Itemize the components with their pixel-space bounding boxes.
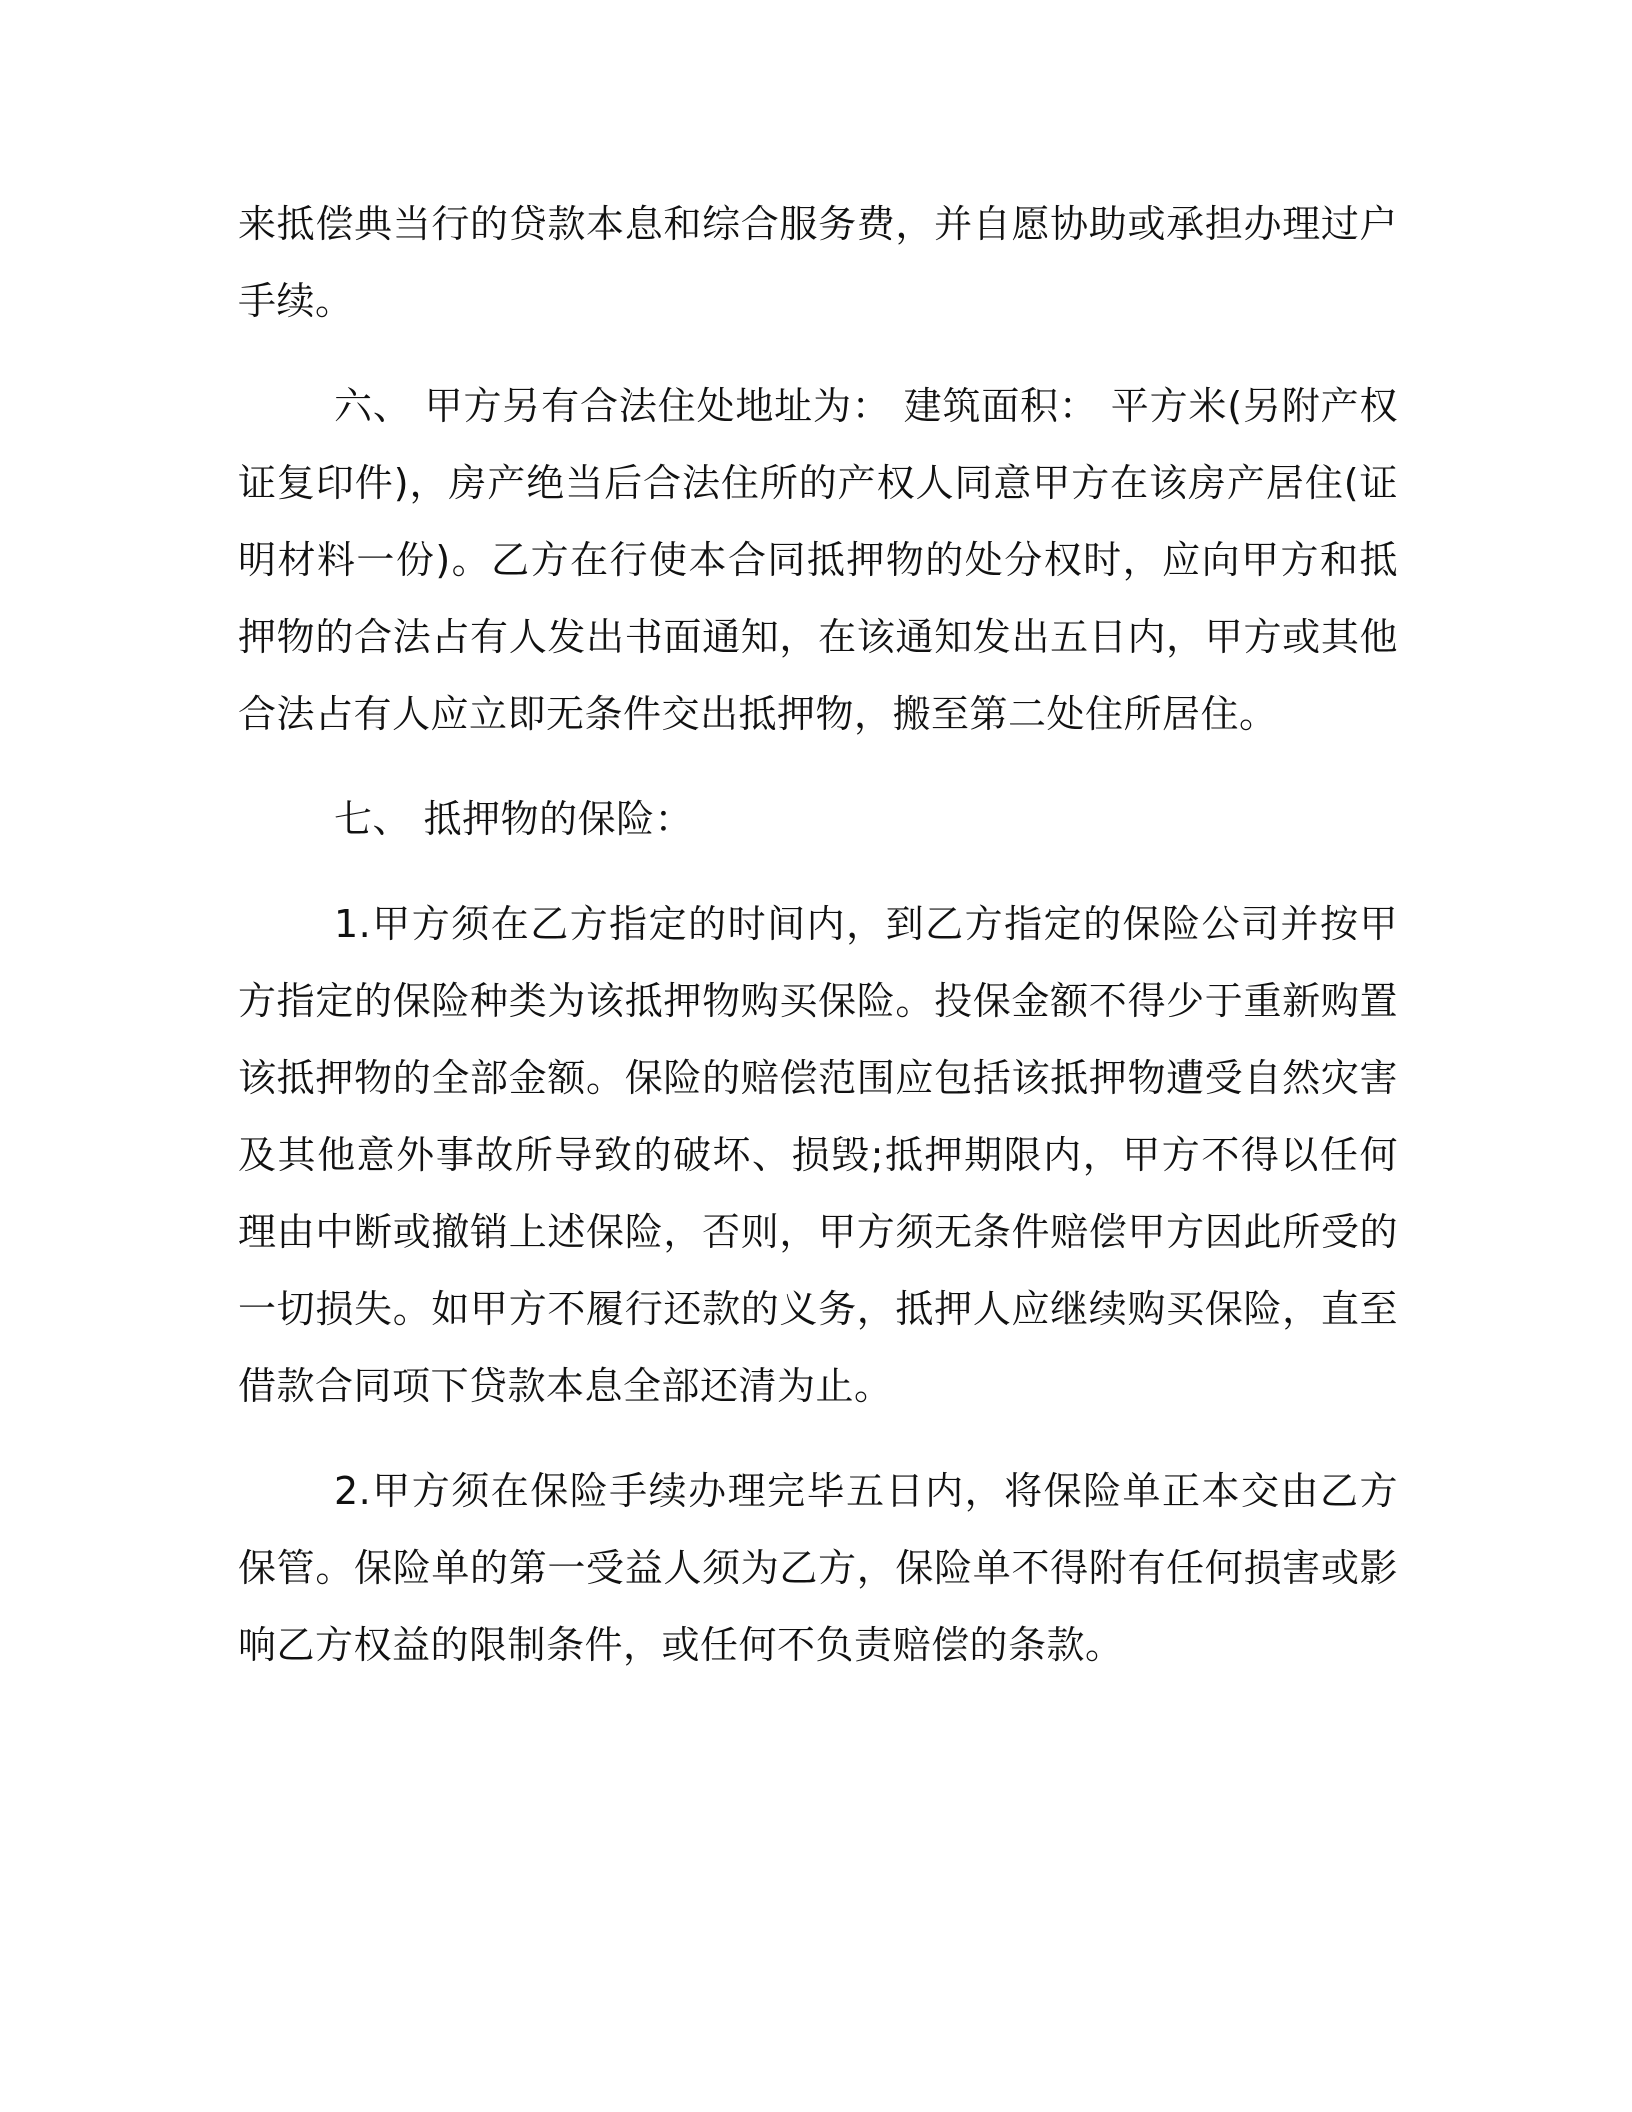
document-page	[238, 186, 1398, 1684]
paragraph-clause-1: 1.甲方须在乙方指定的时间内，到乙方指定的保险公司并按甲方指定的保险种类为该抵押物购买保险。投保金额不得少于重新购置该抵押物的全部金额。保险的赔偿范围应包括该抵押物遭受自然灾害及其他意外事故所导致的破坏、损毁;抵押期限内，甲方不得以任何理由中断或撤销上述保险，否则，甲方须无条件赔偿甲方因此所受的一切损失。如甲方不履行还款的义务，抵押人应继续购买保险，直至借款合同项下贷款本息全部还清为止。	[238, 902, 1398, 1408]
paragraph-clause-2: 2.甲方须在保险手续办理完毕五日内，将保险单正本交由乙方保管。保险单的第一受益人须为乙方，保险单不得附有任何损害或影响乙方权益的限制条件，或任何不负责赔偿的条款。	[238, 1469, 1398, 1667]
paragraph-continuation: 来抵偿典当行的贷款本息和综合服务费，并自愿协助或承担办理过户手续。	[238, 202, 1398, 323]
paragraph-section-6: 六、 甲方另有合法住处地址为： 建筑面积： 平方米(另附产权证复印件)，房产绝当后合法住所的产权人同意甲方在该房产居住(证明材料一份)。乙方在行使本合同抵押物的处分权时，应向甲方和抵押物的合法占有人发出书面通知，在该通知发出五日内，甲方或其他合法占有人应立即无条件交出抵押物，搬至第二处住所居住。	[238, 384, 1398, 736]
heading-section-7: 七、 抵押物的保险：	[334, 797, 694, 841]
